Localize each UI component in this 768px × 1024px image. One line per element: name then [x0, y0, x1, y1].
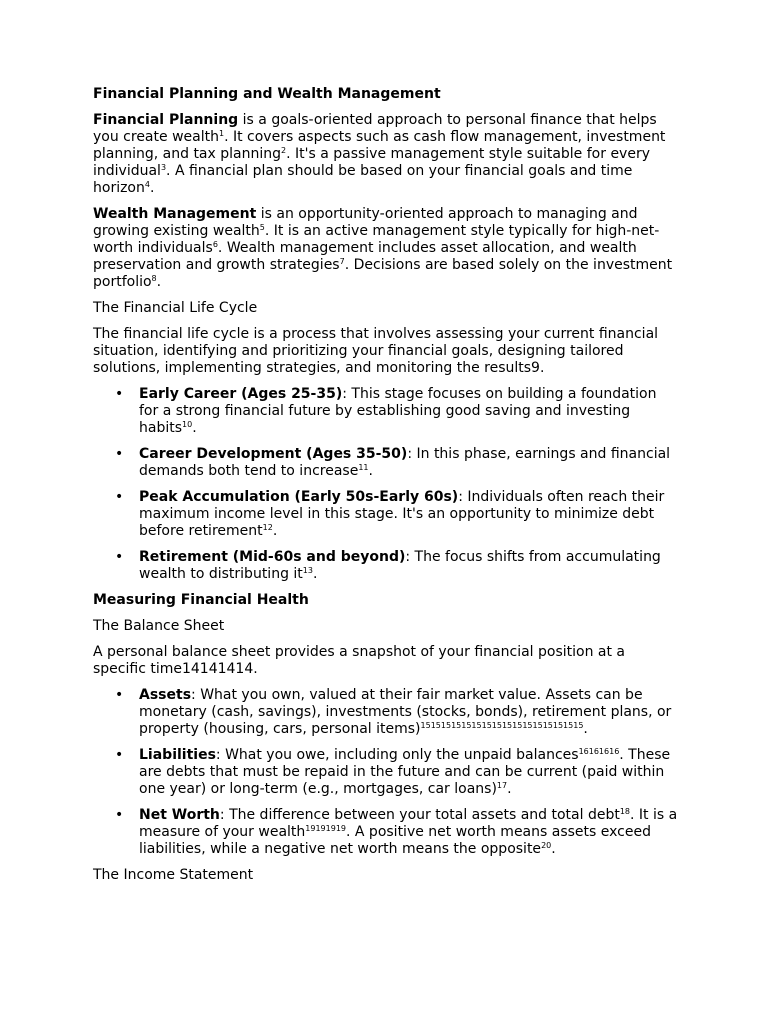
- bullet-icon: •: [115, 549, 124, 565]
- life-cycle-list: [93, 386, 679, 583]
- footnote-ref: 5: [259, 223, 265, 232]
- footnote-ref: 3: [160, 163, 167, 172]
- list-item: • Career Development (Ages 35-50): In this phase, earnings and financial demands both tend to increase$^{11}$.: [115, 446, 671, 479]
- list-item: • Liabilities: What you owe, including only the unpaid balances$^{16161616}$. These are debts that must be repaid in the future and can be current (paid within one year) or long-term (e.g., mortgages, car loans)$^{17}$.: [115, 747, 671, 797]
- bullet-icon: •: [115, 386, 124, 402]
- footnote-ref: 11: [358, 463, 369, 472]
- list-item: • Net Worth: The difference between your total assets and total debt$^{18}$. It is a measure of your wealth$^{19191919}$. A positive net worth means assets exceed liabilities, while a negative net worth means the opposite$^{20}$.: [115, 807, 678, 857]
- footnote-ref: 15151515151515151515151515151515: [420, 721, 584, 730]
- financial-planning-term: Financial Planning: [93, 112, 239, 128]
- balance-sheet-list: [93, 687, 679, 858]
- footnote-ref: 13: [302, 566, 313, 575]
- footnote-ref: 17: [496, 781, 508, 790]
- footnote-ref: 19191919: [305, 824, 346, 833]
- footnote-ref: 10: [182, 420, 193, 429]
- life-cycle-intro: The financial life cycle is a process that involves assessing your current financial situation, identifying and prioritizing your financial goals, designing tailored solutions, implementing strategies, and monitoring the results9.: [93, 326, 659, 376]
- footnote-ref: 6: [212, 240, 218, 249]
- footnote-ref: 8: [151, 274, 157, 283]
- bullet-icon: •: [115, 687, 124, 703]
- financial-health-heading: Measuring Financial Health: [93, 592, 309, 608]
- document-page: [93, 86, 679, 893]
- footnote-ref: 4: [144, 180, 150, 189]
- footnote-ref: 12: [262, 523, 273, 532]
- list-item: • Retirement (Mid-60s and beyond): The focus shifts from accumulating wealth to distributing $it^{13}$.: [115, 549, 661, 582]
- footnote-ref: 20: [541, 841, 552, 850]
- wealth-management-term: Wealth Management: [93, 206, 257, 222]
- financial-planning-paragraph: Financial Planning is a goals-oriented approach to personal finance that helps you create wealth$^1$. It covers aspects such as cash flow management, investment planning, and tax planning$^2$. It's a passive management style suitable for every individual$^3$. A financial plan should be based on your financial goals and time horizon$^4$.: [93, 112, 666, 196]
- life-cycle-heading: The Financial Life Cycle: [93, 300, 258, 316]
- balance-sheet-heading: The Balance Sheet: [93, 618, 225, 634]
- bullet-icon: •: [115, 489, 124, 505]
- list-item: • Assets: What you own, valued at their fair market value. Assets can be monetary (cash, savings), investments (stocks, bonds), retirement plans, or property (housing, cars, personal items)$^{15151515151515151515151515151515}$.: [115, 687, 672, 737]
- footnote-ref: 1: [218, 129, 225, 138]
- bullet-icon: •: [115, 807, 124, 823]
- footnote-ref: 18: [619, 807, 631, 816]
- wealth-management-paragraph: Wealth Management is an opportunity-oriented approach to managing and growing existing wealth$^5$. It is an active management style typically for high-net-worth individuals$^6$. Wealth management includes asset allocation, and wealth preservation and growth strategies$^7$. Decisions are based solely on the investment portfolio$^8$.: [93, 206, 673, 290]
- income-statement-heading: The Income Statement: [93, 867, 254, 883]
- bullet-icon: •: [115, 446, 124, 462]
- bullet-icon: •: [115, 747, 124, 763]
- footnote-ref: 16161616: [578, 747, 620, 756]
- list-item: • Peak Accumulation (Early 50s-Early 60s): Individuals often reach their maximum income level in this stage. It's an opportunity to minimize debt before retirement$^{12}$.: [115, 489, 665, 539]
- document-title: Financial Planning and Wealth Management: [93, 86, 441, 102]
- footnote-ref: 2: [281, 146, 287, 155]
- balance-sheet-intro: A personal balance sheet provides a snapshot of your financial position at a specific time14141414.: [93, 644, 626, 677]
- footnote-ref: 7: [339, 257, 345, 266]
- list-item: • Early Career (Ages 25-35): This stage focuses on building a foundation for a strong financial future by establishing good saving and investing habits$^{10}$.: [115, 386, 657, 436]
